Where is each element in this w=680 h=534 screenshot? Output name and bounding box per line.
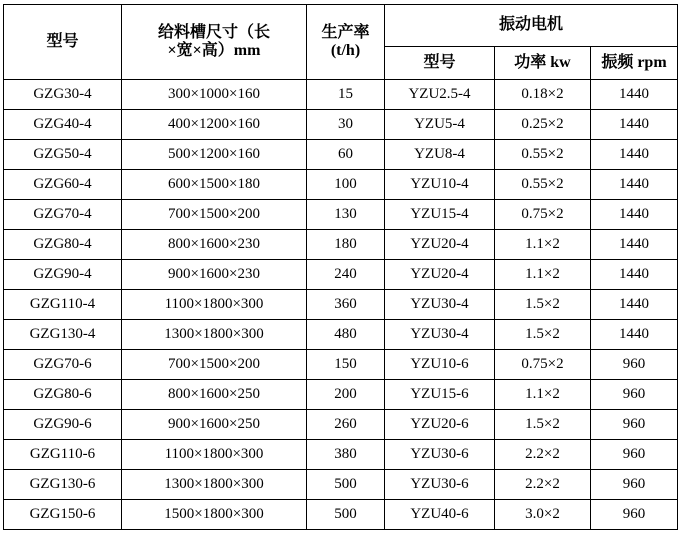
- table-row: [4, 110, 678, 140]
- cell-model: GZG90-4: [4, 260, 122, 290]
- cell-trough-size: 1500×1800×300: [122, 500, 307, 530]
- table-row: [4, 230, 678, 260]
- cell-motor-model: YZU8-4: [385, 140, 495, 170]
- cell-motor-model: YZU20-4: [385, 230, 495, 260]
- table-row: [4, 170, 678, 200]
- header-capacity-unit: (t/h): [330, 42, 361, 59]
- cell-capacity: 240: [307, 260, 385, 290]
- cell-trough-size: 500×1200×160: [122, 140, 307, 170]
- cell-capacity: 380: [307, 440, 385, 470]
- cell-capacity: 500: [307, 470, 385, 500]
- table-header: [4, 5, 678, 80]
- cell-motor-frequency: 1440: [591, 80, 678, 110]
- cell-motor-model: YZU15-6: [385, 380, 495, 410]
- cell-model: GZG150-6: [4, 500, 122, 530]
- cell-trough-size: 600×1500×180: [122, 170, 307, 200]
- cell-motor-power: 1.1×2: [495, 260, 591, 290]
- cell-motor-power: 0.75×2: [495, 350, 591, 380]
- table-row: [4, 140, 678, 170]
- cell-model: GZG30-4: [4, 80, 122, 110]
- cell-motor-model: YZU10-6: [385, 350, 495, 380]
- header-trough-size: [122, 5, 307, 80]
- cell-model: GZG130-6: [4, 470, 122, 500]
- table-row: [4, 410, 678, 440]
- cell-motor-frequency: 1440: [591, 290, 678, 320]
- cell-motor-frequency: 960: [591, 410, 678, 440]
- cell-motor-model: YZU30-4: [385, 320, 495, 350]
- cell-trough-size: 800×1600×230: [122, 230, 307, 260]
- header-trough-size-line2: ×宽×高）mm: [167, 42, 261, 59]
- cell-trough-size: 900×1600×230: [122, 260, 307, 290]
- cell-motor-frequency: 1440: [591, 260, 678, 290]
- cell-capacity: 30: [307, 110, 385, 140]
- cell-trough-size: 1100×1800×300: [122, 290, 307, 320]
- cell-motor-frequency: 960: [591, 380, 678, 410]
- table-row: [4, 470, 678, 500]
- cell-trough-size: 700×1500×200: [122, 200, 307, 230]
- cell-model: GZG70-6: [4, 350, 122, 380]
- cell-trough-size: 400×1200×160: [122, 110, 307, 140]
- cell-model: GZG40-4: [4, 110, 122, 140]
- cell-model: GZG80-4: [4, 230, 122, 260]
- cell-motor-power: 0.55×2: [495, 140, 591, 170]
- header-motor-power: 功率 kw: [495, 47, 591, 80]
- cell-capacity: 200: [307, 380, 385, 410]
- cell-trough-size: 300×1000×160: [122, 80, 307, 110]
- cell-capacity: 260: [307, 410, 385, 440]
- table-row: [4, 380, 678, 410]
- cell-capacity: 130: [307, 200, 385, 230]
- cell-trough-size: 1300×1800×300: [122, 470, 307, 500]
- cell-motor-frequency: 1440: [591, 110, 678, 140]
- table-row: [4, 320, 678, 350]
- cell-trough-size: 1100×1800×300: [122, 440, 307, 470]
- table-row: [4, 260, 678, 290]
- cell-motor-frequency: 960: [591, 500, 678, 530]
- header-motor-frequency: 振频 rpm: [591, 47, 678, 80]
- table-row: [4, 80, 678, 110]
- cell-motor-power: 0.55×2: [495, 170, 591, 200]
- cell-motor-model: YZU30-4: [385, 290, 495, 320]
- cell-model: GZG50-4: [4, 140, 122, 170]
- cell-motor-power: 2.2×2: [495, 470, 591, 500]
- cell-motor-frequency: 960: [591, 350, 678, 380]
- cell-motor-model: YZU2.5-4: [385, 80, 495, 110]
- header-trough-size-line1: 给料槽尺寸（长: [157, 23, 270, 41]
- cell-capacity: 150: [307, 350, 385, 380]
- cell-motor-model: YZU20-6: [385, 410, 495, 440]
- cell-motor-power: 0.75×2: [495, 200, 591, 230]
- cell-capacity: 500: [307, 500, 385, 530]
- cell-model: GZG110-6: [4, 440, 122, 470]
- table-row: [4, 200, 678, 230]
- header-motor-group: 振动电机: [385, 5, 678, 47]
- table-row: [4, 350, 678, 380]
- cell-motor-model: YZU40-6: [385, 500, 495, 530]
- cell-trough-size: 1300×1800×300: [122, 320, 307, 350]
- table-row: [4, 500, 678, 530]
- cell-motor-power: 1.5×2: [495, 410, 591, 440]
- cell-capacity: 480: [307, 320, 385, 350]
- cell-trough-size: 700×1500×200: [122, 350, 307, 380]
- header-motor-model: 型号: [385, 47, 495, 80]
- cell-model: GZG130-4: [4, 320, 122, 350]
- header-capacity: [307, 5, 385, 80]
- cell-capacity: 360: [307, 290, 385, 320]
- cell-motor-frequency: 960: [591, 470, 678, 500]
- cell-model: GZG60-4: [4, 170, 122, 200]
- table-body: [4, 80, 678, 530]
- cell-model: GZG90-6: [4, 410, 122, 440]
- cell-model: GZG110-4: [4, 290, 122, 320]
- cell-motor-frequency: 1440: [591, 320, 678, 350]
- cell-motor-frequency: 1440: [591, 200, 678, 230]
- table-row: [4, 290, 678, 320]
- cell-motor-model: YZU10-4: [385, 170, 495, 200]
- cell-motor-frequency: 1440: [591, 170, 678, 200]
- cell-motor-frequency: 960: [591, 440, 678, 470]
- cell-motor-power: 2.2×2: [495, 440, 591, 470]
- cell-model: GZG70-4: [4, 200, 122, 230]
- header-row-primary: [4, 5, 678, 47]
- cell-trough-size: 900×1600×250: [122, 410, 307, 440]
- header-model: 型号: [4, 5, 122, 80]
- cell-capacity: 15: [307, 80, 385, 110]
- cell-motor-model: YZU5-4: [385, 110, 495, 140]
- cell-motor-frequency: 1440: [591, 140, 678, 170]
- cell-motor-power: 3.0×2: [495, 500, 591, 530]
- cell-motor-power: 1.1×2: [495, 380, 591, 410]
- vibrating-feeder-spec-table: [3, 4, 678, 530]
- cell-motor-model: YZU15-4: [385, 200, 495, 230]
- cell-motor-power: 1.5×2: [495, 320, 591, 350]
- cell-trough-size: 800×1600×250: [122, 380, 307, 410]
- cell-motor-power: 1.5×2: [495, 290, 591, 320]
- cell-capacity: 180: [307, 230, 385, 260]
- cell-motor-power: 1.1×2: [495, 230, 591, 260]
- header-capacity-label: 生产率: [321, 23, 370, 41]
- cell-motor-model: YZU20-4: [385, 260, 495, 290]
- cell-motor-power: 0.25×2: [495, 110, 591, 140]
- cell-capacity: 100: [307, 170, 385, 200]
- cell-capacity: 60: [307, 140, 385, 170]
- cell-motor-model: YZU30-6: [385, 440, 495, 470]
- cell-motor-power: 0.18×2: [495, 80, 591, 110]
- cell-motor-frequency: 1440: [591, 230, 678, 260]
- table-row: [4, 440, 678, 470]
- cell-model: GZG80-6: [4, 380, 122, 410]
- cell-motor-model: YZU30-6: [385, 470, 495, 500]
